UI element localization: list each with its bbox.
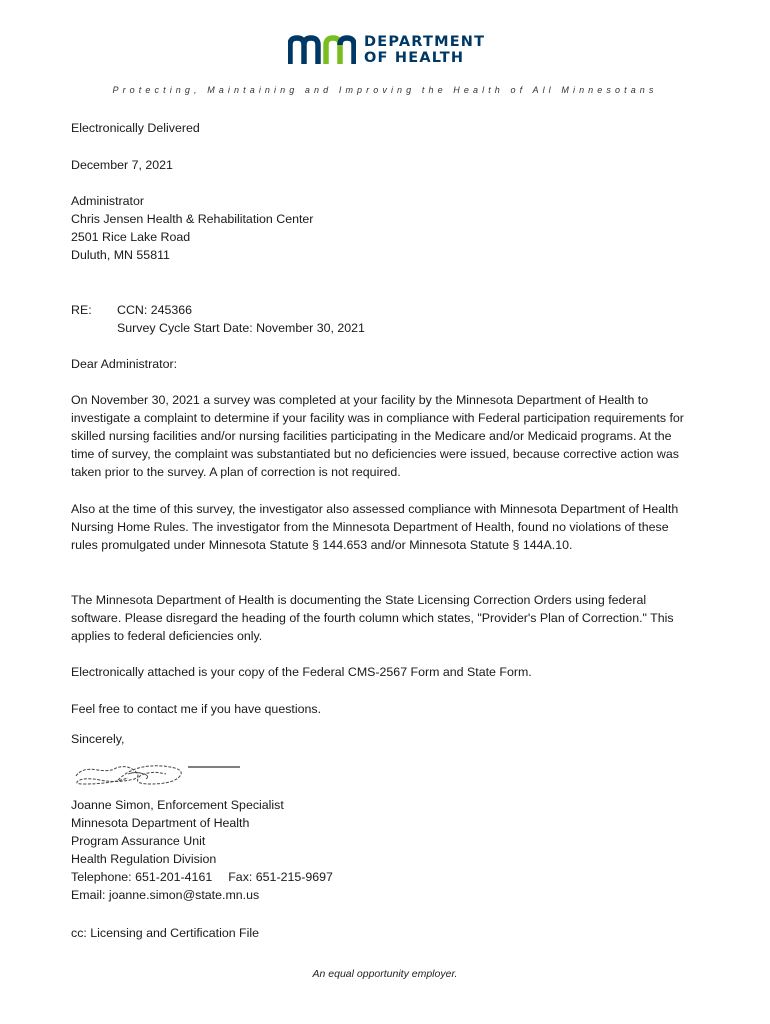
mn-logo-mark-icon [288,35,356,65]
signer-unit: Program Assurance Unit [71,834,206,848]
signature-image [70,762,242,790]
recipient-address [71,192,313,264]
paragraph-software: The Minnesota Department of Health is documenting the State Licensing Correction Orders using federal software. Please disregard the heading of the fourth column which states, "Provider's Plan of Correction." This applies to federal deficiencies only. [71,593,674,643]
signer-org: Minnesota Department of Health [71,816,250,830]
signer-name-title: Joanne Simon, Enforcement Specialist [71,798,284,812]
recipient-line: 2501 Rice Lake Road [71,230,191,244]
signer-contact [71,796,333,904]
re-ccn: CCN: 245366 [117,303,193,317]
logo-line-1: DEPARTMENT [364,34,486,50]
delivery-method: Electronically Delivered [71,121,200,135]
re-survey-date: Survey Cycle Start Date: November 30, 2021 [117,321,365,335]
logo-line-2: OF HEALTH [364,50,465,66]
re-label: RE: [71,303,92,317]
salutation: Dear Administrator: [71,357,178,371]
recipient-line: Chris Jensen Health & Rehabilitation Center [71,212,314,226]
paragraph-state-rules: Also at the time of this survey, the investigator also assessed compliance with Minnesota Department of Health Nursing Home Rules. The investigator from the Minnesota Department of Health, found no violations of these rules promulgated under Minnesota Statute § 144.653 and/or Minnesota Statute § 144A.10. [71,502,679,552]
closing: Sincerely, [71,732,125,746]
re-details [117,301,365,337]
signer-telephone: Telephone: 651-201-4161 [71,870,213,884]
paragraph-contact: Feel free to contact me if you have questions. [71,702,322,716]
letter-date: December 7, 2021 [71,158,173,172]
paragraph-attachment: Electronically attached is your copy of the Federal CMS-2567 Form and State Form. [71,665,532,679]
signer-phone-fax [71,868,333,886]
footer-eoe: An equal opportunity employer. [312,968,458,980]
mdh-logo [288,34,485,66]
logo-wordmark [364,34,485,66]
recipient-line: Duluth, MN 55811 [71,248,170,262]
signer-email: Email: joanne.simon@state.mn.us [71,888,260,902]
tagline: Protecting, Maintaining and Improving the Health of All Minnesotans [112,85,658,95]
signer-fax: Fax: 651-215-9697 [228,870,333,884]
cc-line: cc: Licensing and Certification File [71,926,260,940]
paragraph-survey: On November 30, 2021 a survey was completed at your facility by the Minnesota Department of Health to investigate a complaint to determine if your facility was in compliance with Federal participation requirements for skilled nursing facilities and/or nursing facilities participating in the Medicare and/or Medicaid programs. At the time of survey, the complaint was substantiated but no deficiencies were issued, because corrective action was taken prior to the survey. A plan of correction is not required. [71,393,684,479]
signer-division: Health Regulation Division [71,852,217,866]
recipient-line: Administrator [71,194,144,208]
